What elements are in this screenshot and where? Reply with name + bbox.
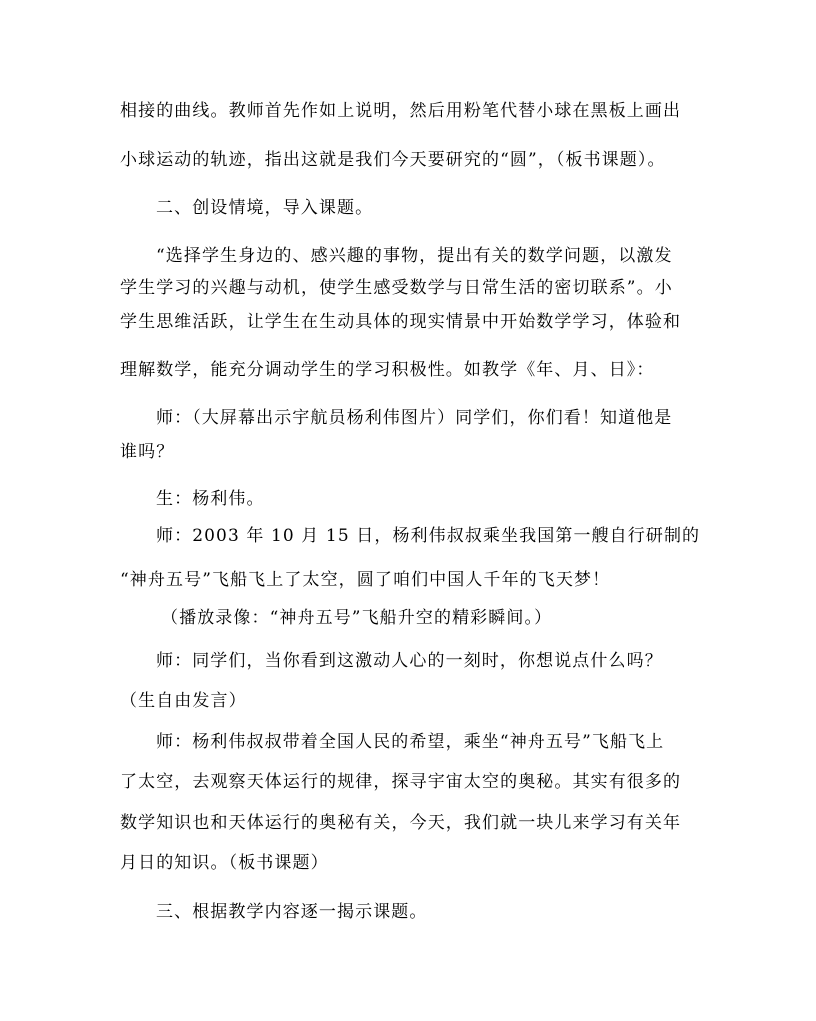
section-heading: 三、根据教学内容逐一揭示课题。	[156, 902, 428, 922]
stage-direction: （生自由发言）	[120, 691, 247, 711]
section-heading: 二、创设情境，导入课题。	[156, 198, 374, 218]
body-text-line: 理解数学，能充分调动学生的学习积极性。如教学《年、月、日》：	[120, 360, 655, 380]
dialogue-line: 师：（大屏幕出示宇航员杨利伟图片）同学们，你们看！知道他是	[156, 408, 673, 428]
body-text-line: 学生学习的兴趣与动机，使学生感受数学与日常生活的密切联系”。小	[120, 278, 673, 298]
dialogue-line: 师：2003 年 10 月 15 日，杨利伟叔叔乘坐我国第一艘自行研制的	[156, 526, 701, 546]
dialogue-line: “神舟五号”飞船飞上了太空，圆了咱们中国人千年的飞天梦！	[120, 570, 611, 590]
dialogue-line: 师：杨利伟叔叔带着全国人民的希望，乘坐“神舟五号”飞船飞上	[156, 732, 665, 752]
body-text-line: “选择学生身边的、感兴趣的事物，提出有关的数学问题，以激发	[156, 246, 673, 266]
body-text-line: 小球运动的轨迹，指出这就是我们今天要研究的“圆”，（板书课题）。	[120, 150, 666, 170]
stage-direction: （播放录像：“神舟五号”飞船升空的精彩瞬间。）	[161, 608, 553, 628]
body-text-line: 学生思维活跃，让学生在生动具体的现实情景中开始数学学习，体验和	[120, 312, 682, 332]
dialogue-line: 了太空，去观察天体运行的规律，探寻宇宙太空的奥秘。其实有很多的	[120, 772, 682, 792]
dialogue-line: 生：杨利伟。	[156, 489, 265, 509]
dialogue-line: 师：同学们，当你看到这激动人心的一刻时，你想说点什么吗？	[156, 651, 663, 671]
body-text-line: 相接的曲线。教师首先作如上说明，然后用粉笔代替小球在黑板上画出	[120, 101, 682, 121]
dialogue-line: 数学知识也和天体运行的奥秘有关，今天，我们就一块儿来学习有关年	[120, 813, 682, 833]
dialogue-line: 谁吗？	[120, 442, 175, 462]
dialogue-line: 月日的知识。（板书课题）	[120, 853, 329, 873]
